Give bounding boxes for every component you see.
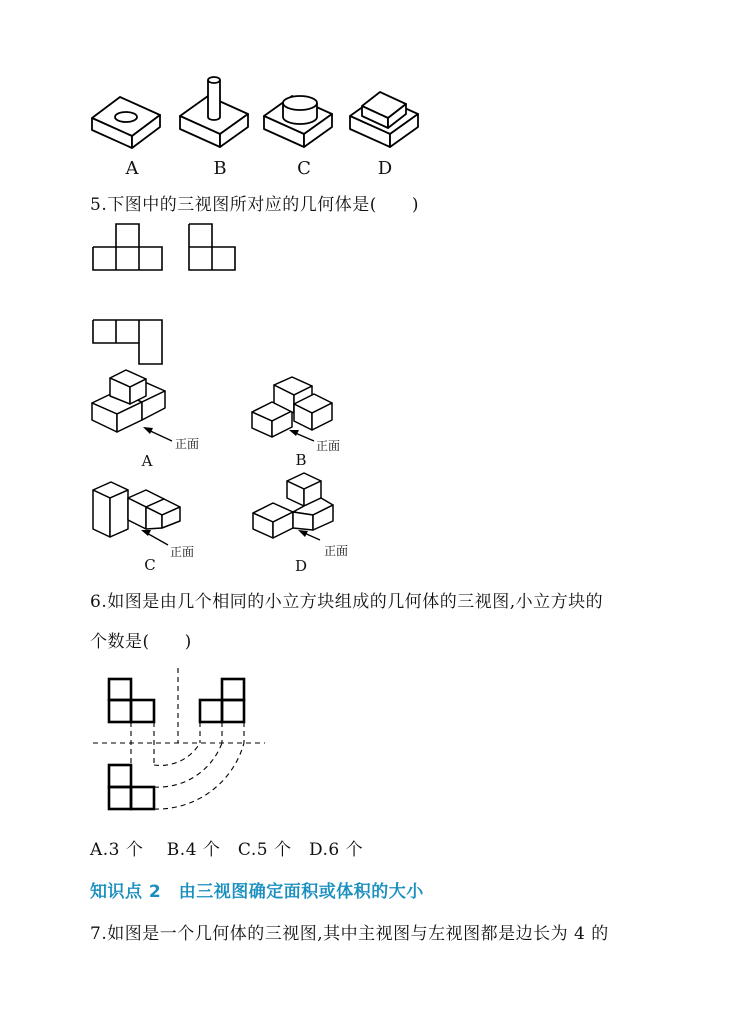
q6-choices: A.3 个 B.4 个 C.5 个 D.6 个	[90, 840, 364, 860]
q5-option-c-label: C	[144, 556, 156, 574]
q6-question-line2: 个数是( )	[90, 632, 192, 652]
q6-question-line1: 6.如图是由几个相同的小立方块组成的几何体的三视图,小立方块的	[90, 592, 604, 612]
q5-option-a-label: A	[141, 452, 153, 470]
q5-option-d-front-label: 正面	[324, 544, 349, 558]
q5-option-b-front-label: 正面	[316, 439, 341, 453]
q4-label-b: B	[213, 158, 227, 179]
q5-option-b-label: B	[295, 451, 307, 469]
q4-label-c: C	[297, 158, 311, 179]
q4-label-a: A	[125, 158, 139, 179]
section-heading: 知识点 2 由三视图确定面积或体积的大小	[90, 882, 424, 902]
q5-option-d-label: D	[294, 557, 308, 575]
q7-question: 7.如图是一个几何体的三视图,其中主视图与左视图都是边长为 4 的	[90, 924, 609, 944]
q4-label-d: D	[377, 158, 393, 179]
q5-question: 5.下图中的三视图所对应的几何体是( )	[90, 195, 419, 215]
q5-option-c-front-label: 正面	[170, 545, 195, 559]
q5-option-a-front-label: 正面	[175, 437, 200, 451]
